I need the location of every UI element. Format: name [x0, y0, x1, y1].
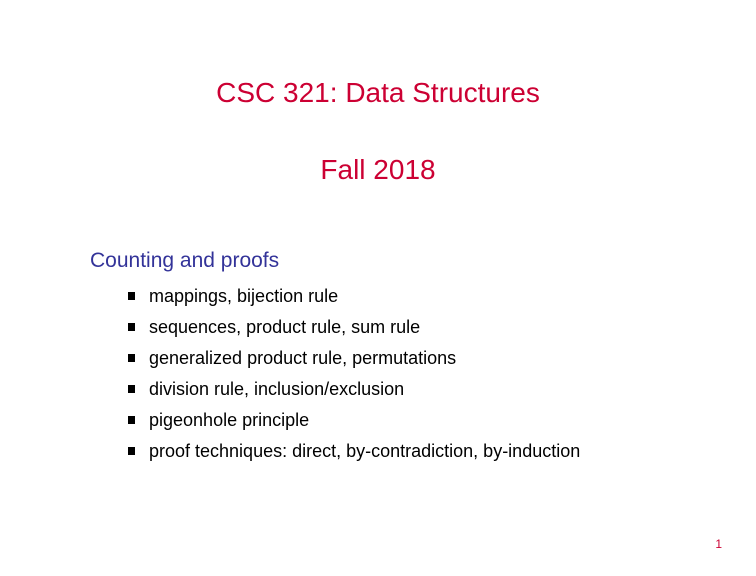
square-bullet-icon [128, 292, 135, 300]
bullet-item [128, 378, 580, 409]
slide-subtitle: Fall 2018 [320, 154, 436, 185]
bullet-item [128, 347, 580, 378]
square-bullet-icon [128, 385, 135, 393]
bullet-text: mappings, bijection rule [149, 286, 339, 306]
bullet-text: proof techniques: direct, by-contradiction, by-induction [149, 441, 581, 461]
bullet-text: division rule, inclusion/exclusion [149, 379, 405, 399]
bullet-text: sequences, product rule, sum rule [149, 317, 421, 337]
bullet-text: pigeonhole principle [149, 410, 310, 430]
slide-title: CSC 321: Data Structures [216, 77, 540, 108]
bullet-item [128, 285, 580, 316]
bullet-item [128, 316, 580, 347]
bullet-list [128, 285, 580, 471]
square-bullet-icon [128, 416, 135, 424]
bullet-item [128, 409, 580, 440]
square-bullet-icon [128, 354, 135, 362]
square-bullet-icon [128, 323, 135, 331]
bullet-text: generalized product rule, permutations [149, 348, 457, 368]
square-bullet-icon [128, 447, 135, 455]
section-heading: Counting and proofs [90, 249, 280, 272]
bullet-item [128, 440, 580, 471]
page-number: 1 [715, 537, 722, 551]
